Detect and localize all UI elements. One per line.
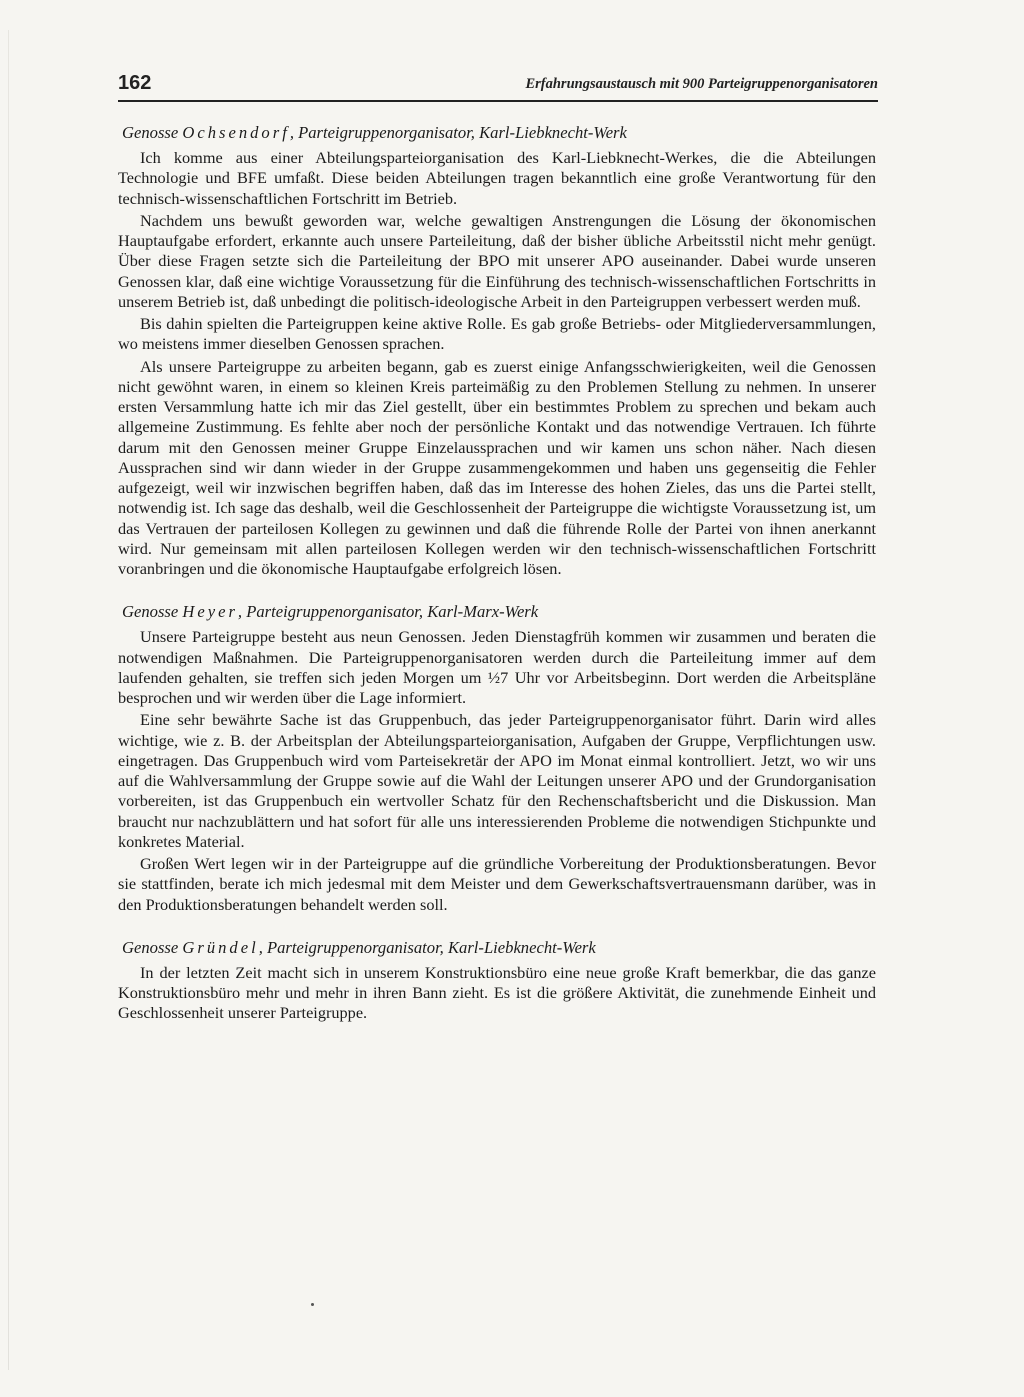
paragraph: Ich komme aus einer Abteilungsparteiorganisation des Karl-Liebknecht-Werkes, die die Abteilungen Technologie und BFE umfaßt. Diese beiden Abteilungen tragen bekanntlich eine große Verantwortung für den technisch-wissenschaftlichen Fortschritt im Betrieb. <box>118 148 876 208</box>
paragraph: Eine sehr bewährte Sache ist das Gruppenbuch, das jeder Parteigruppenorganisator führt. Darin wird alles wichtige, wie z. B. der Arbeitsplan der Abteilungsparteiorganisation, Aufgaben der Gruppe, Verpflichtungen usw. eingetragen. Das Gruppenbuch wird vom Parteisekretär der APO im Monat einmal kontrolliert. Jetzt, wo wir uns auf die Wahlversammlung der Gruppe sowie auf die Wahl der Leitungen unserer APO und der Grundorganisation vorbereiten, ist das Gruppenbuch ein wertvoller Schatz für den Rechenschaftsbericht und die Diskussion. Man braucht nur nachzublättern und hat sofort für alle uns interessierenden Probleme die notwendigen Stichpunkte und konkretes Material. <box>118 710 876 851</box>
print-speck <box>311 1303 314 1306</box>
paragraph: Unsere Parteigruppe besteht aus neun Genossen. Jeden Dienstagfrüh kommen wir zusammen und beraten die notwendigen Maßnahmen. Die Parteigruppenorganisatoren werden durch die Parteileitung immer auf dem laufenden gehalten, sie treffen sich jeden Morgen um ½7 Uhr vor Arbeitsbeginn. Dort werden die Arbeitspläne besprochen und wir werden über die Lage informiert. <box>118 627 876 707</box>
speaker-name: Heyer <box>182 602 238 622</box>
paragraph: In der letzten Zeit macht sich in unserem Konstruktionsbüro eine neue große Kraft bemerkbar, die das ganze Konstruktionsbüro mehr und mehr in ihren Bann zieht. Es ist die größere Aktivität, die zunehmende Einheit und Geschlossenheit unserer Parteigruppe. <box>118 962 876 1023</box>
speaker-role: , Parteigruppenorganisator, Karl-Marx-Werk <box>237 602 539 622</box>
contribution-ochsendorf <box>118 122 876 579</box>
speaker-name: Gründel <box>182 937 259 957</box>
page-edge-shadow <box>8 30 9 1370</box>
page-number: 162 <box>118 72 152 94</box>
speaker-prefix: Genosse <box>122 602 183 622</box>
speaker-heading <box>122 937 876 959</box>
speaker-name: Ochsendorf <box>182 123 290 142</box>
contribution-gruendel <box>118 937 876 1024</box>
running-header <box>118 70 878 102</box>
speaker-role: , Parteigruppenorganisator, Karl-Liebknecht-Werk <box>289 123 627 142</box>
paragraph: Bis dahin spielten die Parteigruppen keine aktive Rolle. Es gab große Betriebs- oder Mitgliederversammlungen, wo meistens immer dieselben Genossen sprachen. <box>118 314 876 354</box>
speaker-prefix: Genosse <box>122 937 183 957</box>
speaker-heading <box>122 601 876 623</box>
speaker-role: , Parteigruppenorganisator, Karl-Liebknecht-Werk <box>258 937 596 957</box>
speaker-heading <box>122 122 876 144</box>
page-body <box>118 122 876 1026</box>
contribution-heyer <box>118 601 876 915</box>
paragraph: Nachdem uns bewußt geworden war, welche gewaltigen Anstrengungen die Lösung der ökonomischen Hauptaufgabe erfordert, erkannte auch unsere Parteileitung, daß der bisher übliche Arbeitsstil nicht mehr genügt. Über diese Fragen setzte sich die Parteileitung der BPO mit unserer APO auseinander. Dabei wurde unseren Genossen klar, daß eine wichtige Voraussetzung für die Einführung des technisch-wissenschaftlichen Fortschritts in unserem Betrieb ist, daß unbedingt die politisch-ideologische Arbeit in den Parteigruppen verbessert werden muß. <box>118 210 876 311</box>
speaker-prefix: Genosse <box>122 123 183 142</box>
paragraph: Als unsere Parteigruppe zu arbeiten begann, gab es zuerst einige Anfangsschwierigkeiten, weil die Genossen nicht gewöhnt waren, in einem so kleinen Kreis parteimäßig zu den Problemen Stellung zu nehmen. In unserer ersten Versammlung hatte ich mir das Ziel gestellt, über ein bestimmtes Problem zu sprechen und bekam auch allgemeine Zustimmung. Es fehlte aber noch der persönliche Kontakt und das notwendige Vertrauen. Ich führte darum mit den Genossen meiner Gruppe Einzelaussprachen und wir kamen uns schon näher. Nach diesen Aussprachen sind wir dann wieder in der Gruppe zusammengekommen und haben uns gegenseitig die Fehler aufgezeigt, weil wir inzwischen begriffen haben, daß das im Interesse des hohen Zieles, das uns die Partei stellt, notwendig ist. Ich sage das deshalb, weil die Geschlossenheit der Parteigruppe die wichtigste Voraussetzung ist, um das Vertrauen der parteilosen Kollegen zu gewinnen und daß die führende Rolle der Partei von ihnen anerkannt wird. Nur gemeinsam mit allen parteilosen Kollegen werden wir den technisch-wissenschaftlichen Fortschritt voranbringen und die ökonomische Hauptaufgabe erfolgreich lösen. <box>118 356 876 578</box>
paragraph: Großen Wert legen wir in der Parteigruppe auf die gründliche Vorbereitung der Produktionsberatungen. Bevor sie stattfinden, berate ich mich jedesmal mit dem Meister und dem Gewerkschaftsvertrauensmann darüber, was in den Produktionsberatungen behandelt werden soll. <box>118 854 876 914</box>
running-title: Erfahrungsaustausch mit 900 Parteigruppenorganisatoren <box>525 76 878 92</box>
